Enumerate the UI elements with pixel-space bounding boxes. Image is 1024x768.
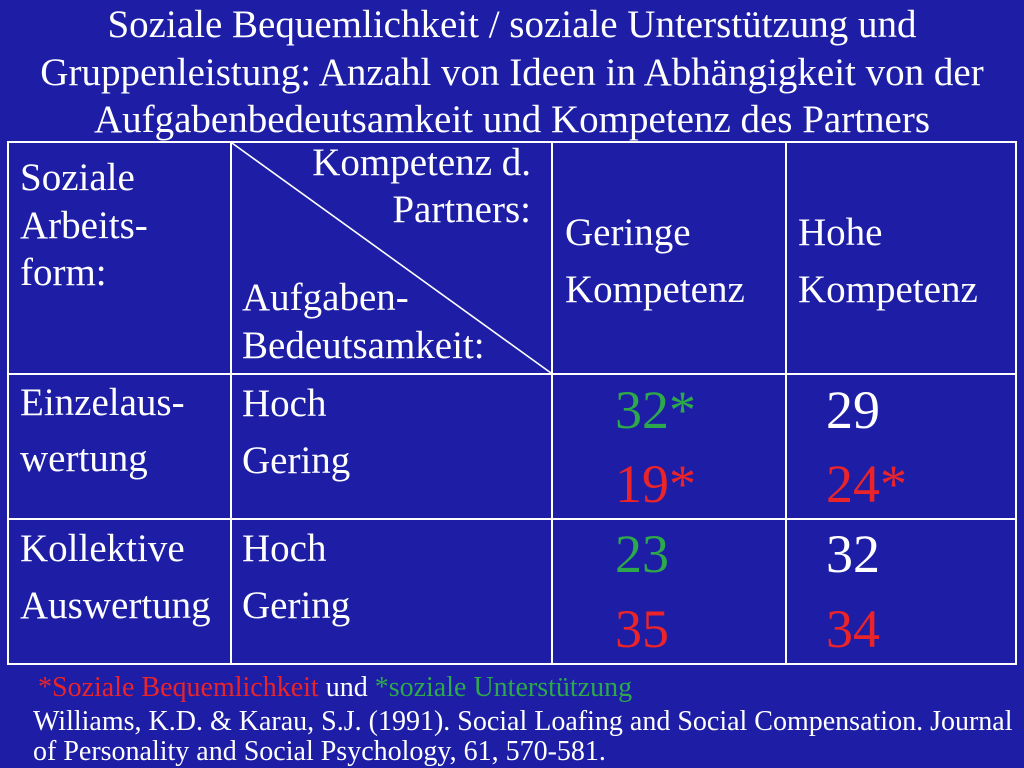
bedeutsamkeit-hoch: Hoch bbox=[242, 527, 327, 570]
value-gering: 19* bbox=[615, 454, 696, 514]
values-hohe-kompetenz bbox=[826, 517, 880, 667]
slide-title-line-3: Aufgabenbedeutsamkeit und Kompetenz des Partners bbox=[93, 98, 931, 141]
header-arbeitsform-line: form: bbox=[20, 251, 107, 294]
header-arbeitsform-line: Soziale bbox=[20, 156, 135, 199]
slide-title-line-1: Soziale Bequemlichkeit / soziale Unterstützung und bbox=[107, 3, 917, 46]
header-partner-kompetenz-line: Partners: bbox=[392, 188, 531, 231]
row-bedeutsamkeit-cell bbox=[232, 520, 553, 663]
value-gering: 35 bbox=[615, 599, 669, 659]
header-geringe-kompetenz-label bbox=[565, 204, 745, 318]
header-aufgabenbedeutsamkeit-label bbox=[242, 274, 485, 370]
legend-soziale-bequemlichkeit: *Soziale Bequemlichkeit bbox=[38, 672, 319, 703]
header-arbeitsform-line: Arbeits- bbox=[20, 203, 148, 247]
footnote-legend bbox=[38, 671, 632, 705]
header-aufgabenbedeutsamkeit-line: Aufgaben- bbox=[242, 276, 409, 319]
legend-und: und bbox=[325, 672, 368, 703]
value-gering: 34 bbox=[826, 599, 880, 659]
header-cell-arbeitsform bbox=[9, 143, 232, 375]
row-bedeutsamkeit-levels bbox=[242, 375, 350, 489]
value-hoch: 23 bbox=[615, 524, 669, 584]
header-partner-kompetenz-label bbox=[312, 139, 531, 233]
value-gering: 24* bbox=[826, 454, 907, 514]
row-label-line: Auswertung bbox=[20, 584, 211, 627]
header-arbeitsform-label bbox=[20, 154, 148, 297]
value-cell-hohe-kompetenz bbox=[787, 520, 1015, 663]
results-table bbox=[7, 141, 1017, 665]
row-label-einzelauswertung bbox=[20, 375, 185, 487]
header-hohe-kompetenz-line: Hohe bbox=[798, 211, 883, 254]
row-bedeutsamkeit-cell bbox=[232, 375, 553, 520]
row-label-cell bbox=[9, 520, 232, 663]
values-geringe-kompetenz bbox=[615, 373, 696, 521]
legend-soziale-unterstuetzung: *soziale Unterstützung bbox=[374, 672, 633, 703]
row-label-kollektive-auswertung bbox=[20, 520, 211, 634]
header-geringe-kompetenz-line: Geringe bbox=[565, 211, 691, 254]
bedeutsamkeit-hoch: Hoch bbox=[242, 382, 327, 425]
header-hohe-kompetenz-label bbox=[798, 204, 978, 318]
header-cell-geringe-kompetenz bbox=[553, 143, 787, 375]
value-hoch: 32* bbox=[615, 380, 696, 440]
slide-title bbox=[0, 1, 1024, 144]
citation: Williams, K.D. & Karau, S.J. (1991). Social Loafing and Social Compensation. Journal of Personality and Social Psychology, 61, 570-581. bbox=[33, 706, 1013, 767]
value-hoch: 32 bbox=[826, 524, 880, 584]
header-hohe-kompetenz-line: Kompetenz bbox=[798, 268, 978, 311]
row-label-line: wertung bbox=[20, 437, 148, 480]
bedeutsamkeit-gering: Gering bbox=[242, 439, 351, 482]
value-hoch: 29 bbox=[826, 380, 880, 440]
value-cell-hohe-kompetenz bbox=[787, 375, 1015, 520]
value-cell-geringe-kompetenz bbox=[553, 375, 787, 520]
values-geringe-kompetenz bbox=[615, 517, 669, 667]
bedeutsamkeit-gering: Gering bbox=[242, 584, 351, 627]
row-label-cell bbox=[9, 375, 232, 520]
header-cell-diagonal bbox=[232, 143, 553, 375]
row-label-line: Kollektive bbox=[20, 527, 185, 570]
header-aufgabenbedeutsamkeit-line: Bedeutsamkeit: bbox=[242, 324, 485, 367]
header-geringe-kompetenz-line: Kompetenz bbox=[565, 268, 745, 311]
header-cell-hohe-kompetenz bbox=[787, 143, 1015, 375]
values-hohe-kompetenz bbox=[826, 373, 907, 521]
header-partner-kompetenz-line: Kompetenz d. bbox=[312, 141, 531, 184]
row-label-line: Einzelaus- bbox=[20, 381, 185, 424]
value-cell-geringe-kompetenz bbox=[553, 520, 787, 663]
row-bedeutsamkeit-levels bbox=[242, 520, 350, 634]
slide-title-line-2: Gruppenleistung: Anzahl von Ideen in Abhängigkeit von der bbox=[40, 50, 984, 94]
